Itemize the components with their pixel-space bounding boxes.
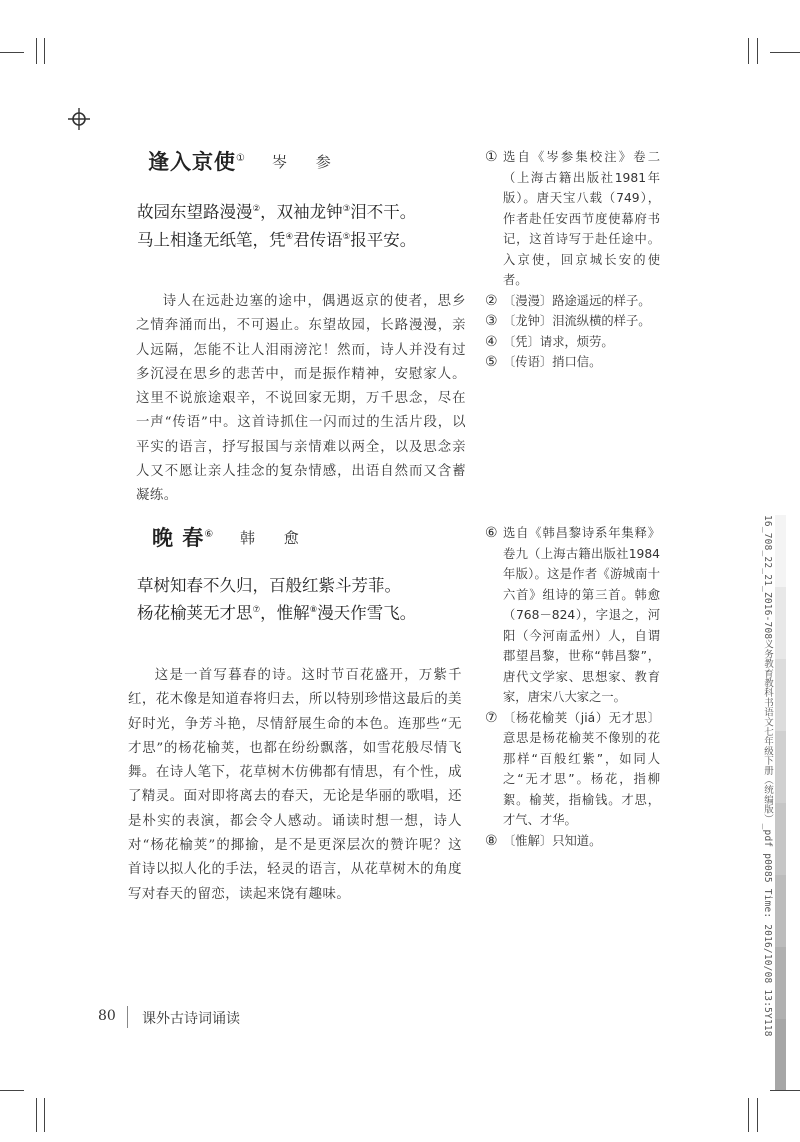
footnotes [485,523,660,851]
poem-body [137,573,416,626]
poem-commentary: 这是一首写暮春的诗。这时节百花盛开，万紫千红，花木像是知道春将归去，所以特别珍惜这最后的美好时光，争芳斗艳，尽情舒展生命的本色。连那些“无才思”的杨花榆荚，也都在纷纷飘落，如雪花般尽情飞舞。在诗人笔下，花草树木仿佛都有情思，有个性，成了精灵。面对即将离去的春天，无论是华丽的歌唱，还是朴实的表演，都会令人感动。诵读时想一想，诗人对“杨花榆荚”的揶揄，是不是更深层次的赞许呢？这首诗以拟人化的手法，轻灵的语言，从花草树木的角度写对春天的留恋，读起来饶有趣味。 [128,668,462,902]
title-note-marker: ⑥ [204,529,215,540]
footnote: ⑤ 〔传语〕捎口信。 [485,354,602,370]
crop-mark [36,1098,37,1132]
section-title: 课外古诗词诵读 [142,1011,240,1027]
poem-author: 韩 愈 [240,529,311,547]
footnote: ② 〔漫漫〕路途遥远的样子。 [485,292,651,309]
footer-divider [127,1006,128,1028]
footnote: ⑥ 选自《韩昌黎诗系年集释》卷九（上海古籍出版社1984年版）。这是作者《游城南十六首》组诗的第三首。韩愈（768－824），字退之，河阳（今河南孟州）人，自谓郡望昌黎，世称“韩昌黎”，唐代文学家、思想家、教育家，唐宋八大家之一。 [485,525,660,704]
title-note-marker: ① [236,153,246,164]
footnote: ⑦ 〔杨花榆荚（jiá）无才思〕意思是杨花榆荚不像别的花那样“百般红紫”，如同人之“无才思”。杨花，指柳絮。榆荚，指榆钱。才思，才气、才华。 [485,709,660,827]
poem-commentary: 诗人在远赴边塞的途中，偶遇返京的使者，思乡之情奔涌而出，不可遏止。东望故园，长路漫漫，亲人远隔，怎能不让人泪雨滂沱！然而，诗人并没有过多沉浸在思乡的悲苦中，而是振作精神，安慰家人。这里不说旅途艰辛，不说回家无期，万千思念，尽在一声“传语”中。这首诗抓住一闪而过的生活片段，以平实的语言，抒写报国与亲情难以两全，以及思念亲人又不愿让亲人挂念的复杂情感，出语自然而又含蓄凝练。 [136,294,466,504]
poem-line: 故园东望路漫漫②，双袖龙钟③泪不干。 [137,202,417,222]
poem-author: 岑 参 [272,153,343,171]
crop-mark [748,38,749,64]
crop-mark [44,1098,45,1132]
crop-mark [0,1090,24,1091]
crop-mark [770,1090,800,1091]
footnote: ③ 〔龙钟〕泪流纵横的样子。 [485,313,651,329]
footnotes [485,147,660,373]
registration-mark-icon [68,108,90,130]
poem-body [137,197,416,252]
footnote: ① 选自《岑参集校注》卷二（上海古籍出版社1981年版）。唐天宝八载（749），作者赴任安西节度使幕府书记，这首诗写于赴任途中。入京使，回京城长安的使者。 [485,149,660,287]
crop-mark [0,52,24,53]
crop-mark [757,38,758,64]
crop-mark [44,38,45,64]
poem-line: 马上相逢无纸笔，凭④君传语⑤报平安。 [137,230,417,249]
crop-mark [748,1098,749,1132]
poem-title: 逢入京使① [148,150,246,174]
print-info: 16_708_22_21_Z016-708义务教育教科书语文七年级下册（统编版）_pdf p0085 Time: 2016/10/08 13:5Y118 [762,515,773,1037]
poem-title: 晚 春⑥ [152,526,215,550]
crop-mark [36,38,37,64]
page-number: 80 [98,1008,116,1024]
crop-mark [757,1098,758,1132]
poem-line: 杨花榆荚无才思⑦，惟解⑧漫天作雪飞。 [137,603,417,623]
gray-scale-bar [775,515,786,1090]
footnote: ⑧ 〔惟解〕只知道。 [485,832,602,849]
poem-line: 草树知春不久归，百般红紫斗芳菲。 [137,576,401,595]
crop-mark [770,52,800,53]
footnote: ④ 〔凭〕请求，烦劳。 [485,333,614,350]
